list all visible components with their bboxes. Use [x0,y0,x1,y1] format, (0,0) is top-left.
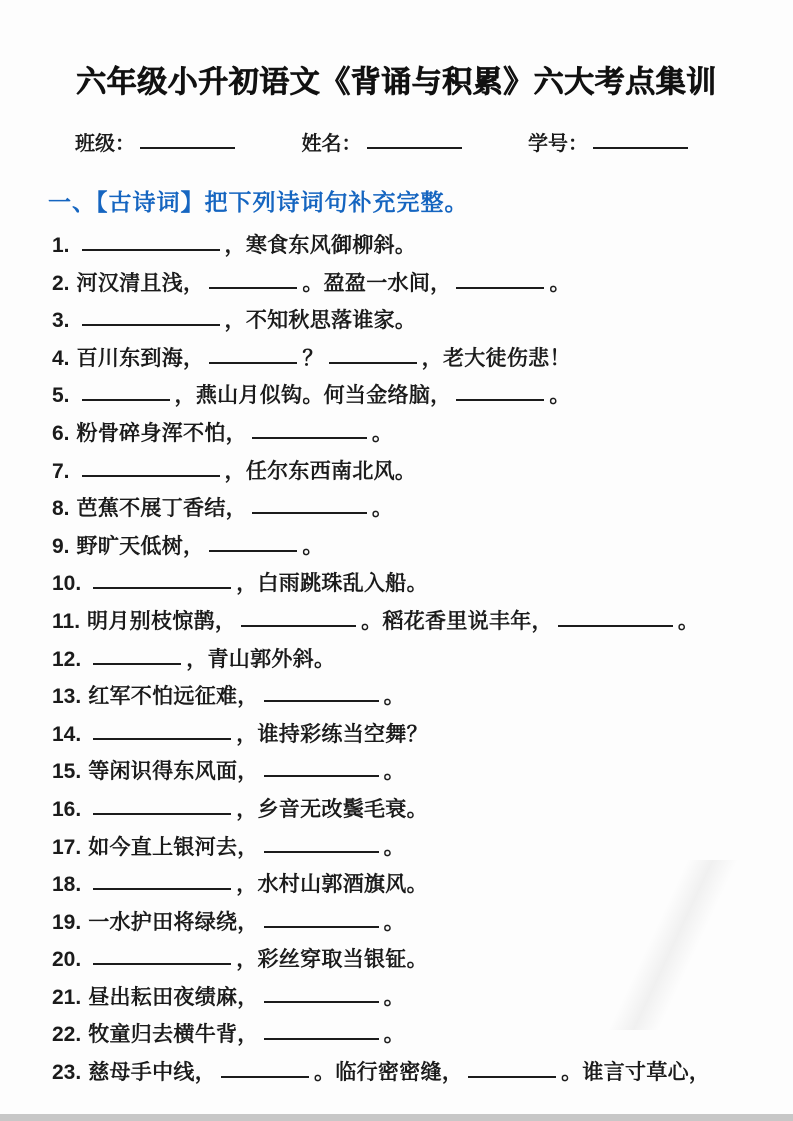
field-blank [140,147,235,149]
poem-text: 。 [383,910,405,934]
item-number: 13. [52,685,82,709]
item-number: 14. [52,722,82,746]
scan-edge [0,1114,793,1121]
header-fields [0,127,793,156]
poem-item [52,798,793,821]
item-number: 7. [52,459,70,483]
poem-item [52,723,793,746]
answer-blank [221,1076,309,1078]
answer-blank [93,963,231,965]
poem-text: 。 [383,1023,405,1047]
poem-item [52,384,793,407]
item-number: 10. [52,572,82,596]
poem-item [52,685,793,708]
poem-text: 河汉清且浅， [76,271,205,295]
section-heading: 一、【古诗词】把下列诗词句补充完整。 [48,189,469,215]
field-blank [367,147,462,149]
item-number: 19. [52,910,82,934]
poem-text: 粉骨碎身浑不怕， [76,421,247,445]
answer-blank [209,362,297,364]
answer-blank [82,324,220,326]
header-field [528,127,693,156]
poem-item [52,460,793,483]
poem-item [52,347,793,370]
poem-item [52,760,793,783]
poem-item [52,572,793,595]
answer-blank [209,287,297,289]
answer-blank [93,888,231,890]
item-number: 9. [52,534,70,558]
poem-text: 。盈盈一水间， [302,271,452,295]
answer-blank [329,362,417,364]
answer-blank [456,287,544,289]
poem-item [52,272,793,295]
answer-blank [82,399,170,401]
answer-blank [264,1001,379,1003]
poem-text: ，寒食东风御柳斜。 [224,234,417,257]
poem-text: ，谁持彩练当空舞？ [236,722,428,746]
poem-item [52,535,793,558]
poem-item [52,610,793,633]
item-number: 15. [52,760,82,784]
item-number: 6. [52,421,70,445]
poem-item [52,234,793,257]
field-label: 学号： [528,133,588,155]
poem-text: 。 [371,497,394,521]
poem-text: 一水护田将绿绕， [88,910,259,934]
poem-text: 。临行密密缝， [314,1061,464,1085]
poem-item [52,648,793,671]
poem-text: 等闲识得东风面， [88,760,259,784]
poem-text: 昼出耘田夜绩麻， [88,985,259,1009]
poem-text: 。 [302,534,324,558]
poem-item [52,948,793,971]
answer-blank [93,813,231,815]
page-title: 六年级小升初语文《背诵与积累》六大考点集训 [76,66,717,99]
header-field [302,127,467,156]
poem-item [52,422,793,445]
answer-blank [93,587,231,589]
item-number: 16. [52,797,82,821]
poem-text: ，水村山郭酒旗风。 [236,873,428,897]
poem-text: 。 [371,421,394,445]
poem-text: ，彩丝穿取当银钲。 [236,948,428,972]
poem-text: 。稻花香里说丰年， [361,609,553,633]
answer-blank [558,625,673,627]
poem-text: 。 [383,985,405,1009]
poem-item [52,836,793,859]
poem-text: ，乡音无改鬓毛衰。 [236,797,428,821]
item-number: 3. [52,309,70,333]
poem-text: 芭蕉不展丁香结， [76,497,247,521]
field-label: 姓名： [301,133,362,155]
poem-item [52,497,793,520]
poem-item [52,1061,793,1084]
poem-text: 。 [383,760,405,784]
poem-item [52,986,793,1009]
answer-blank [264,700,379,702]
answer-blank [93,663,181,665]
poem-text: 。 [549,271,571,295]
answer-blank [82,475,220,477]
poem-text: 明月别枝惊鹊， [87,609,237,633]
item-number: 20. [52,948,82,972]
answer-blank [241,625,356,627]
poem-text: 百川东到海， [76,346,205,370]
answer-blank [264,926,379,928]
poem-text: 。 [549,384,571,408]
poem-text: 。谁言寸草心， [561,1061,711,1085]
poem-text: ，老大徒伤悲！ [421,346,571,370]
header-field [75,127,240,156]
poem-item [52,911,793,934]
poem-text: ，燕山月似钩。何当金络脑， [174,384,452,408]
poem-item [52,1023,793,1046]
item-number: 12. [52,647,82,671]
item-number: 4. [52,346,70,370]
poem-text: ？ [302,346,324,370]
answer-blank [264,775,379,777]
field-blank [593,147,688,149]
poem-text: ，白雨跳珠乱入船。 [236,572,428,596]
poem-text: ，不知秋思落谁家。 [224,309,417,333]
item-number: 11. [52,609,81,633]
answer-blank [82,249,220,251]
item-number: 21. [52,985,82,1009]
poem-text: 如今直上银河去， [88,835,259,859]
answer-blank [264,1038,379,1040]
poem-item [52,309,793,332]
poem-text: ，任尔东西南北风。 [224,459,417,483]
poem-text: 红军不怕远征难， [88,685,259,709]
item-number: 1. [52,234,70,257]
answer-blank [93,738,231,740]
answer-blank [252,437,367,439]
poem-text: 牧童归去横牛背， [88,1023,259,1047]
item-number: 2. [52,271,70,295]
item-number: 18. [52,873,82,897]
answer-blank [209,550,297,552]
item-number: 5. [52,384,70,408]
poem-text: 。 [383,835,405,859]
poem-text: 。 [677,609,700,633]
answer-blank [456,399,544,401]
answer-blank [264,851,379,853]
item-number: 22. [52,1023,82,1047]
item-list [52,234,793,1084]
poem-text: 野旷天低树， [76,534,205,558]
item-number: 23. [52,1061,82,1085]
poem-text: ，青山郭外斜。 [186,647,336,671]
answer-blank [468,1076,556,1078]
item-number: 17. [52,835,82,859]
field-label: 班级： [75,133,135,155]
item-number: 8. [52,497,70,521]
poem-text: 。 [383,685,405,709]
poem-text: 慈母手中线， [88,1061,217,1085]
poem-item [52,873,793,896]
answer-blank [252,512,367,514]
